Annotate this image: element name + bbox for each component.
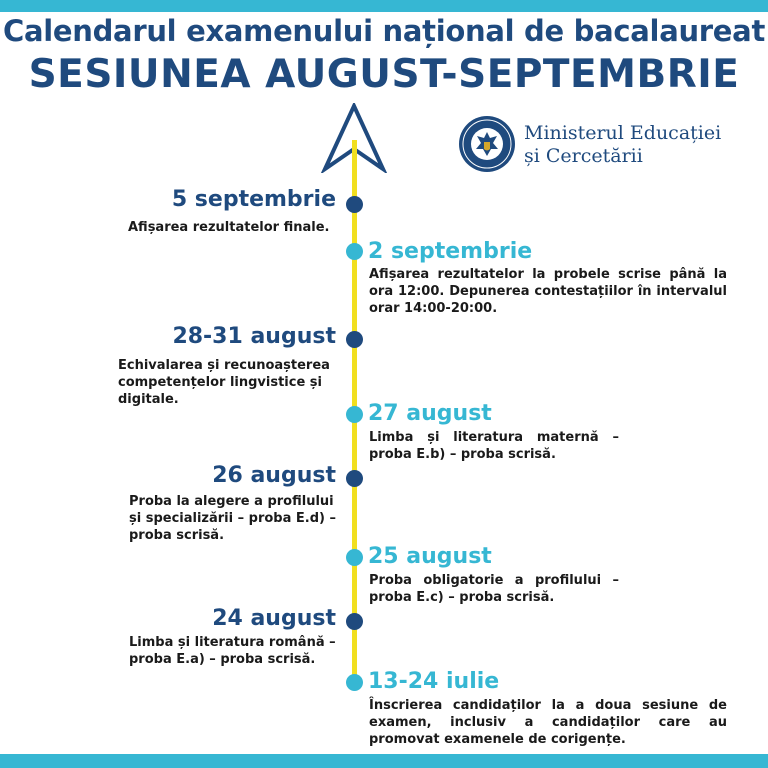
event-date: 5 septembrie [171, 187, 336, 212]
page-subtitle: SESIUNEA AUGUST-SEPTEMBRIE [28, 52, 740, 97]
event-date: 27 august [368, 401, 492, 426]
ministry-name [524, 122, 721, 168]
event-description: Afișarea rezultatelor la probele scrise până la ora 12:00. Depunerea contestațiilor în intervalul orar 14:00-20:00. [369, 267, 727, 316]
event-description: Înscrierea candidaților la a doua sesiune de examen, inclusiv a candidaților care au promovat examenele de corigențe. [369, 698, 727, 747]
timeline-dot [346, 470, 363, 487]
event-date: 28-31 august [172, 324, 336, 349]
ministry-name-line1: Ministerul Educației [524, 122, 722, 144]
event-description: Afișarea rezultatelor finale. [128, 220, 330, 235]
timeline-dot [346, 243, 363, 260]
timeline-dot [346, 196, 363, 213]
timeline-dot [346, 613, 363, 630]
event-date: 26 august [212, 463, 336, 488]
event-description: Proba obligatorie a profilului – proba E.c) – proba scrisă. [369, 573, 619, 605]
page-title: Calendarul examenului național de bacalaureat [2, 14, 766, 48]
event-description: Limba și literatura maternă – proba E.b) – proba scrisă. [369, 430, 619, 462]
bottom-accent-bar [0, 754, 768, 768]
ministry-name-line2: și Cercetării [524, 145, 643, 167]
event-date: 25 august [368, 544, 492, 569]
event-description: Echivalarea și recunoașterea competențelor lingvistice și digitale. [118, 358, 330, 407]
timeline-dot [346, 674, 363, 691]
timeline-dot [346, 406, 363, 423]
government-seal-logo [457, 114, 517, 174]
event-date: 13-24 iulie [368, 669, 500, 694]
top-accent-bar [0, 0, 768, 12]
event-date: 24 august [212, 606, 336, 631]
event-description: Limba și literatura română – proba E.a) – proba scrisă. [129, 635, 336, 667]
event-description: Proba la alegere a profilului și specializării – proba E.d) – proba scrisă. [129, 494, 336, 543]
timeline-dot [346, 549, 363, 566]
event-date: 2 septembrie [368, 239, 533, 264]
timeline-dot [346, 331, 363, 348]
